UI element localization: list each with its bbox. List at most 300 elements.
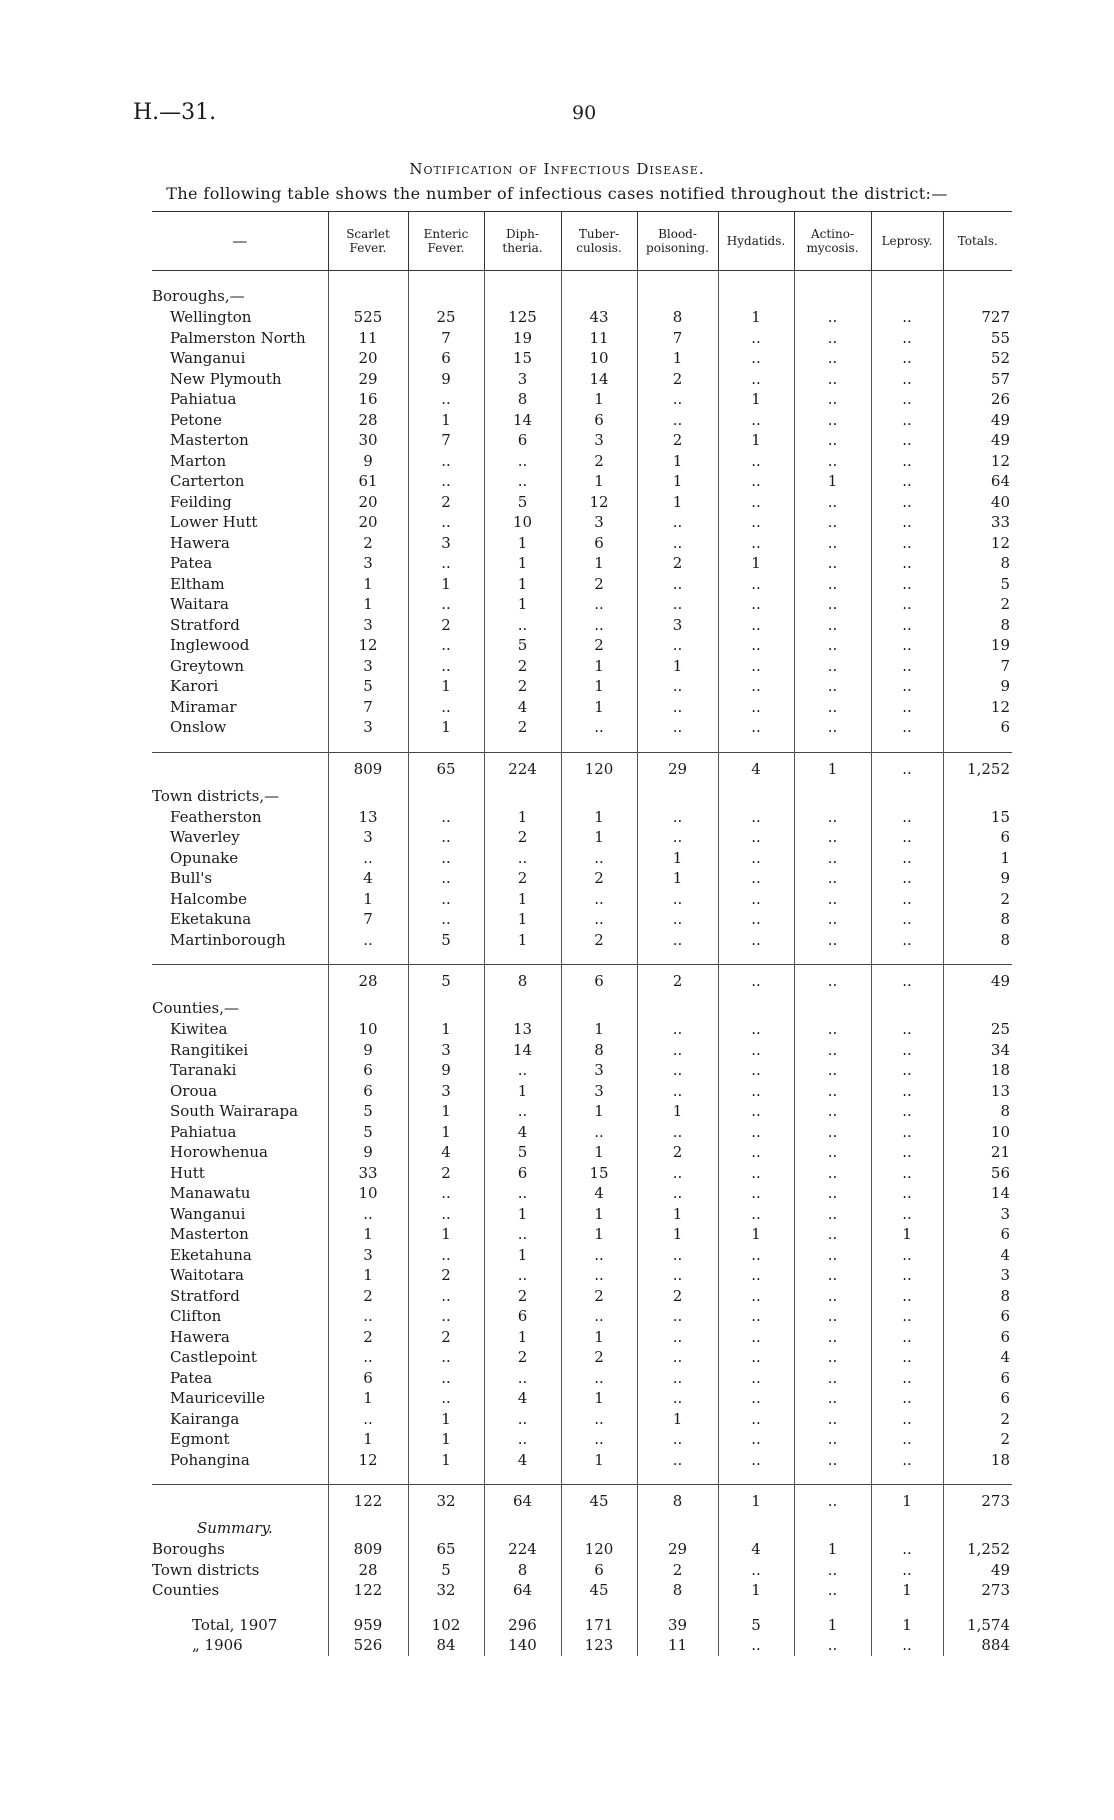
spacer-cell xyxy=(328,950,408,965)
table-row xyxy=(152,533,1012,554)
table-cell: 2 xyxy=(637,1560,718,1581)
table-cell: 49 xyxy=(943,410,1012,431)
table-cell: 40 xyxy=(943,492,1012,513)
table-cell: 6 xyxy=(484,1163,561,1184)
table-cell: 7 xyxy=(408,430,484,451)
row-label-text: Waitotara xyxy=(170,1266,244,1285)
table-cell: 1 xyxy=(794,471,871,492)
table-cell: 2 xyxy=(561,1286,637,1307)
table-cell: 1 xyxy=(408,574,484,595)
table-cell: 1 xyxy=(328,1224,408,1245)
table-cell: 3 xyxy=(328,717,408,738)
table-cell: 1 xyxy=(794,752,871,785)
table-cell: .. xyxy=(718,1183,794,1204)
table-cell: .. xyxy=(408,1204,484,1225)
row-label-text: Carterton xyxy=(170,472,245,491)
table-cell: .. xyxy=(408,1245,484,1266)
table-cell: .. xyxy=(718,1388,794,1409)
column-header-diph-theria: Diph-theria. xyxy=(484,212,561,271)
table-cell: .. xyxy=(871,307,943,328)
table-cell: 1 xyxy=(943,848,1012,869)
row-label xyxy=(152,1101,328,1122)
table-cell: .. xyxy=(794,1580,871,1601)
table-cell xyxy=(561,785,637,807)
table-cell: .. xyxy=(561,1429,637,1450)
row-label-text: Lower Hutt xyxy=(170,513,258,532)
table-row xyxy=(152,615,1012,636)
table-cell: 1 xyxy=(794,1539,871,1560)
table-cell: 809 xyxy=(328,752,408,785)
table-row xyxy=(152,717,1012,738)
table-cell: 61 xyxy=(328,471,408,492)
table-cell: 2 xyxy=(484,827,561,848)
table-cell: 7 xyxy=(328,697,408,718)
table-title: Notification of Infectious Disease. xyxy=(409,160,705,178)
table-cell: .. xyxy=(484,848,561,869)
table-row xyxy=(152,594,1012,615)
table-row xyxy=(152,1224,1012,1245)
table-cell: .. xyxy=(794,430,871,451)
table-cell xyxy=(718,785,794,807)
table-cell: 52 xyxy=(943,348,1012,369)
table-cell: 56 xyxy=(943,1163,1012,1184)
column-header-name: — xyxy=(152,212,328,271)
table-row xyxy=(152,909,1012,930)
row-label: „ 1906 xyxy=(192,1636,243,1655)
table-cell: .. xyxy=(718,1347,794,1368)
row-label-text: Opunake xyxy=(170,848,239,867)
table-cell: 20 xyxy=(328,512,408,533)
table-cell: .. xyxy=(794,807,871,828)
table-cell: .. xyxy=(408,594,484,615)
row-label-text: Halcombe xyxy=(170,889,247,908)
table-cell: .. xyxy=(871,492,943,513)
table-cell: .. xyxy=(718,533,794,554)
row-label: Counties xyxy=(152,1581,220,1600)
table-cell: 32 xyxy=(408,1485,484,1518)
table-cell: .. xyxy=(637,909,718,930)
table-row xyxy=(152,1485,1012,1518)
table-cell: 19 xyxy=(943,635,1012,656)
table-row xyxy=(152,1327,1012,1348)
table-cell: 122 xyxy=(328,1485,408,1518)
table-cell: .. xyxy=(718,1265,794,1286)
table-cell: .. xyxy=(794,1122,871,1143)
spacer-cell xyxy=(943,738,1012,753)
table-cell: .. xyxy=(871,868,943,889)
table-cell: 6 xyxy=(328,1368,408,1389)
table-cell: .. xyxy=(794,1368,871,1389)
table-cell: .. xyxy=(718,868,794,889)
table-row xyxy=(152,1142,1012,1163)
table-cell: 2 xyxy=(484,676,561,697)
table-row xyxy=(152,656,1012,677)
table-cell xyxy=(408,285,484,307)
table-cell: .. xyxy=(484,1183,561,1204)
table-cell: 49 xyxy=(943,430,1012,451)
table-cell: .. xyxy=(871,1347,943,1368)
spacer-cell xyxy=(408,1470,484,1485)
table-cell: 526 xyxy=(328,1635,408,1656)
table-cell xyxy=(484,997,561,1019)
table-cell: .. xyxy=(408,848,484,869)
table-cell: .. xyxy=(718,656,794,677)
row-label-text: South Wairarapa xyxy=(170,1102,299,1121)
table-cell: 1 xyxy=(561,471,637,492)
table-cell: .. xyxy=(561,594,637,615)
section-heading-row xyxy=(152,285,1012,307)
table-row xyxy=(152,1245,1012,1266)
row-label-text: Mauriceville xyxy=(170,1389,265,1408)
table-cell: .. xyxy=(794,697,871,718)
row-label-text: Waitara xyxy=(170,595,229,614)
table-row xyxy=(152,1580,1012,1601)
table-cell: .. xyxy=(408,1347,484,1368)
table-cell: 65 xyxy=(408,752,484,785)
row-label xyxy=(152,909,328,930)
spacer-cell xyxy=(794,271,871,286)
section-heading: Town districts,— xyxy=(152,786,280,805)
spacer-cell xyxy=(152,271,328,286)
row-label xyxy=(152,656,328,677)
table-cell: 1 xyxy=(637,1224,718,1245)
table-row xyxy=(152,512,1012,533)
table-row xyxy=(152,369,1012,390)
table-cell: .. xyxy=(794,965,871,998)
table-cell: 3 xyxy=(408,1040,484,1061)
table-cell: 4 xyxy=(943,1245,1012,1266)
table-cell: 20 xyxy=(328,492,408,513)
table-cell: .. xyxy=(637,930,718,951)
table-cell: .. xyxy=(718,1306,794,1327)
table-cell: .. xyxy=(637,1450,718,1471)
row-label-text: Stratford xyxy=(170,615,240,634)
row-label-text: Masterton xyxy=(170,431,249,450)
table-cell: 1 xyxy=(637,868,718,889)
table-cell: .. xyxy=(718,1101,794,1122)
row-label xyxy=(152,1485,328,1518)
table-cell: 1 xyxy=(637,451,718,472)
table-cell: .. xyxy=(794,1265,871,1286)
row-label xyxy=(152,635,328,656)
table-cell: 65 xyxy=(408,1539,484,1560)
row-label-text: Horowhenua xyxy=(170,1143,268,1162)
table-cell: 296 xyxy=(484,1615,561,1636)
table-cell: 3 xyxy=(328,615,408,636)
table-cell: .. xyxy=(561,1245,637,1266)
table-cell xyxy=(943,1517,1012,1539)
table-cell: 525 xyxy=(328,307,408,328)
table-cell: 7 xyxy=(943,656,1012,677)
spacer-cell xyxy=(794,1470,871,1485)
spacer-cell xyxy=(152,1470,328,1485)
table-cell: .. xyxy=(637,1429,718,1450)
table-cell: .. xyxy=(794,717,871,738)
table-row xyxy=(152,697,1012,718)
table-cell: 8 xyxy=(637,307,718,328)
table-cell xyxy=(871,997,943,1019)
table-cell: 1 xyxy=(484,889,561,910)
table-row xyxy=(152,965,1012,998)
row-label-text: Wellington xyxy=(170,308,252,327)
table-cell: .. xyxy=(794,451,871,472)
table-cell: .. xyxy=(794,492,871,513)
table-row xyxy=(152,1635,1012,1656)
table-cell: .. xyxy=(871,1429,943,1450)
table-cell: 1 xyxy=(408,410,484,431)
table-cell: .. xyxy=(718,451,794,472)
table-cell: .. xyxy=(871,369,943,390)
table-row xyxy=(152,1615,1012,1636)
column-header-leprosy: Leprosy. xyxy=(871,212,943,271)
table-cell: .. xyxy=(637,697,718,718)
table-cell: .. xyxy=(794,574,871,595)
table-cell: 120 xyxy=(561,1539,637,1560)
table-cell: .. xyxy=(871,1163,943,1184)
table-cell: .. xyxy=(871,1388,943,1409)
table-cell: .. xyxy=(871,965,943,998)
table-cell: .. xyxy=(328,848,408,869)
table-cell: 1 xyxy=(637,1204,718,1225)
table-cell: 1 xyxy=(561,553,637,574)
row-label-text: Eltham xyxy=(170,574,225,593)
table-cell: .. xyxy=(871,594,943,615)
table-cell: .. xyxy=(408,1368,484,1389)
row-label-text: Patea xyxy=(170,1368,213,1387)
table-cell: .. xyxy=(718,807,794,828)
spacer-cell xyxy=(637,1470,718,1485)
table-cell: .. xyxy=(408,553,484,574)
table-cell: 39 xyxy=(637,1615,718,1636)
table-cell: 12 xyxy=(943,451,1012,472)
table-cell: .. xyxy=(637,827,718,848)
table-cell: 1 xyxy=(561,1142,637,1163)
row-label xyxy=(152,697,328,718)
table-cell: .. xyxy=(637,717,718,738)
row-label-text: Greytown xyxy=(170,656,245,675)
table-cell: 18 xyxy=(943,1060,1012,1081)
row-label xyxy=(152,889,328,910)
table-cell: 2 xyxy=(328,533,408,554)
row-label-text: Hawera xyxy=(170,533,230,552)
row-label xyxy=(152,410,328,431)
row-label xyxy=(152,328,328,349)
table-cell: .. xyxy=(794,1245,871,1266)
table-cell: 8 xyxy=(943,553,1012,574)
table-cell: 5 xyxy=(328,676,408,697)
table-cell: .. xyxy=(718,1286,794,1307)
table-cell xyxy=(637,785,718,807)
table-cell: .. xyxy=(794,1081,871,1102)
row-label xyxy=(152,512,328,533)
row-label: Town districts xyxy=(152,1560,260,1579)
table-cell: 1 xyxy=(637,1101,718,1122)
table-cell: .. xyxy=(871,1560,943,1581)
row-label xyxy=(152,594,328,615)
table-cell: .. xyxy=(871,1060,943,1081)
table-cell: .. xyxy=(637,1347,718,1368)
table-cell: .. xyxy=(794,1183,871,1204)
row-label-text: Wanganui xyxy=(170,1204,246,1223)
table-cell: 1 xyxy=(561,1204,637,1225)
table-cell: .. xyxy=(718,1450,794,1471)
spacer-row xyxy=(152,1470,1012,1485)
table-cell: 64 xyxy=(484,1485,561,1518)
row-label-text: Masterton xyxy=(170,1225,249,1244)
table-cell: .. xyxy=(408,471,484,492)
table-cell: .. xyxy=(794,1450,871,1471)
spacer-cell xyxy=(943,1601,1012,1615)
table-cell: .. xyxy=(561,889,637,910)
table-cell: .. xyxy=(871,328,943,349)
table-cell: 2 xyxy=(561,451,637,472)
table-cell: .. xyxy=(637,1306,718,1327)
table-cell: 6 xyxy=(561,965,637,998)
table-cell: .. xyxy=(408,1183,484,1204)
table-cell: 2 xyxy=(637,1286,718,1307)
table-cell xyxy=(561,1517,637,1539)
table-cell: .. xyxy=(484,1060,561,1081)
row-label-text: Onslow xyxy=(170,718,227,737)
spacer-cell xyxy=(637,950,718,965)
table-cell: 125 xyxy=(484,307,561,328)
table-row xyxy=(152,1560,1012,1581)
row-label-text: Manawatu xyxy=(170,1184,251,1203)
table-cell: .. xyxy=(871,1286,943,1307)
table-row xyxy=(152,1368,1012,1389)
table-row xyxy=(152,1183,1012,1204)
table-cell: 4 xyxy=(484,1122,561,1143)
table-cell: 2 xyxy=(637,965,718,998)
table-cell: 5 xyxy=(408,930,484,951)
table-cell: .. xyxy=(718,889,794,910)
table-cell: .. xyxy=(871,533,943,554)
spacer-cell xyxy=(561,738,637,753)
table-cell: 8 xyxy=(484,965,561,998)
table-cell xyxy=(328,785,408,807)
table-cell: .. xyxy=(718,328,794,349)
table-cell: .. xyxy=(871,1265,943,1286)
row-label xyxy=(152,1224,328,1245)
table-cell: 5 xyxy=(718,1615,794,1636)
table-cell: .. xyxy=(561,909,637,930)
row-label xyxy=(152,868,328,889)
table-cell: .. xyxy=(794,1060,871,1081)
table-cell: 3 xyxy=(328,656,408,677)
table-cell: .. xyxy=(871,410,943,431)
spacer-cell xyxy=(718,271,794,286)
table-cell: 1 xyxy=(561,807,637,828)
table-cell: 28 xyxy=(328,410,408,431)
table-cell: .. xyxy=(561,1368,637,1389)
table-cell: .. xyxy=(794,1327,871,1348)
row-label xyxy=(152,1163,328,1184)
table-cell: 1 xyxy=(484,1327,561,1348)
row-label-text: Clifton xyxy=(170,1307,222,1326)
table-cell: 2 xyxy=(561,868,637,889)
table-cell: .. xyxy=(871,1635,943,1656)
spacer-cell xyxy=(718,1470,794,1485)
infectious-disease-table xyxy=(152,211,1012,1656)
table-cell: .. xyxy=(637,410,718,431)
table-cell: 34 xyxy=(943,1040,1012,1061)
table-cell: .. xyxy=(794,1019,871,1040)
table-cell: .. xyxy=(328,1347,408,1368)
table-cell: 29 xyxy=(637,752,718,785)
spacer-cell xyxy=(152,738,328,753)
table-row xyxy=(152,492,1012,513)
table-cell: 1 xyxy=(328,1388,408,1409)
row-label-text: Martinborough xyxy=(170,930,286,949)
row-label-text: Inglewood xyxy=(170,636,250,655)
table-cell: 1 xyxy=(637,656,718,677)
table-cell: .. xyxy=(871,635,943,656)
table-cell: 1 xyxy=(637,348,718,369)
table-cell: .. xyxy=(718,848,794,869)
spacer-row xyxy=(152,950,1012,965)
table-cell: .. xyxy=(561,1306,637,1327)
spacer-cell xyxy=(484,271,561,286)
table-cell: .. xyxy=(718,1142,794,1163)
table-cell: 224 xyxy=(484,752,561,785)
table-cell: 1 xyxy=(718,553,794,574)
table-cell: .. xyxy=(794,615,871,636)
row-label xyxy=(152,1368,328,1389)
table-cell: 6 xyxy=(484,430,561,451)
table-cell: 1 xyxy=(408,1224,484,1245)
table-cell: .. xyxy=(871,1306,943,1327)
table-cell xyxy=(408,785,484,807)
table-cell: .. xyxy=(794,1286,871,1307)
table-cell: 884 xyxy=(943,1635,1012,1656)
row-label xyxy=(152,1286,328,1307)
row-label-text: New Plymouth xyxy=(170,369,282,388)
table-cell: .. xyxy=(871,1040,943,1061)
section-heading: Boroughs,— xyxy=(152,287,245,305)
table-row xyxy=(152,348,1012,369)
spacer-cell xyxy=(561,950,637,965)
table-cell: .. xyxy=(794,1224,871,1245)
table-cell: 809 xyxy=(328,1539,408,1560)
table-cell: 1 xyxy=(484,594,561,615)
table-cell: 11 xyxy=(637,1635,718,1656)
table-cell: .. xyxy=(408,827,484,848)
row-label xyxy=(152,553,328,574)
table-cell: .. xyxy=(718,1040,794,1061)
table-cell: .. xyxy=(794,553,871,574)
table-cell: .. xyxy=(871,1122,943,1143)
table-cell: .. xyxy=(718,471,794,492)
table-cell: .. xyxy=(408,909,484,930)
table-cell: .. xyxy=(718,1163,794,1184)
table-cell: .. xyxy=(718,1560,794,1581)
table-cell: .. xyxy=(637,1183,718,1204)
table-cell: 7 xyxy=(328,909,408,930)
table-cell: 6 xyxy=(943,1224,1012,1245)
table-cell: 14 xyxy=(561,369,637,390)
table-cell: 2 xyxy=(408,1327,484,1348)
spacer-cell xyxy=(943,950,1012,965)
table-cell xyxy=(718,997,794,1019)
table-cell: 6 xyxy=(943,827,1012,848)
table-cell: 45 xyxy=(561,1485,637,1518)
table-cell: 9 xyxy=(943,868,1012,889)
table-cell: .. xyxy=(408,868,484,889)
table-cell: 5 xyxy=(408,1560,484,1581)
table-cell: 2 xyxy=(637,430,718,451)
table-cell: .. xyxy=(871,697,943,718)
table-cell: 32 xyxy=(408,1580,484,1601)
